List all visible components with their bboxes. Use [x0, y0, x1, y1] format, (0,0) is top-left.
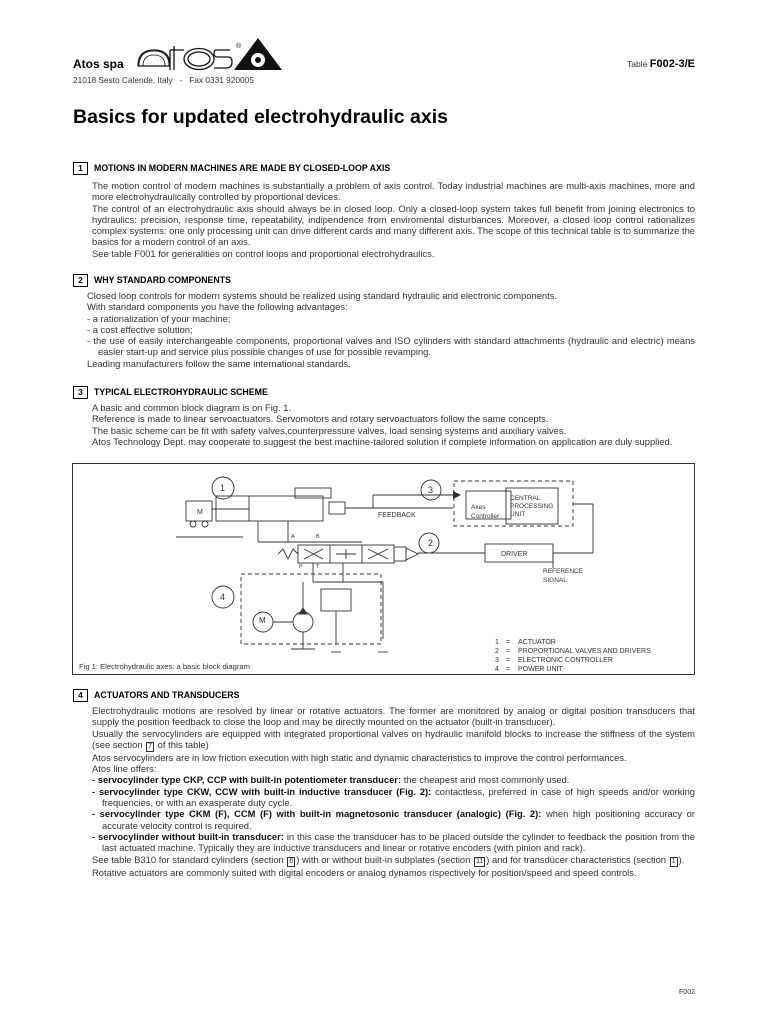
legend-num: 2: [495, 648, 499, 655]
callout-1-label: 1: [220, 483, 226, 493]
feedback-label: FEEDBACK: [378, 512, 416, 519]
transducer-box: [295, 488, 331, 498]
list-item: [92, 831, 695, 854]
callout-2-label: 2: [428, 538, 434, 548]
figure-legend: [495, 639, 651, 673]
paragraph: Electrohydraulic motions are resolved by linear or rotative actuators. The former are monitored by analog or digital position transducers that supply the position feedback to close the loop and may be directly mounted on the actuator (built-in transducer).: [92, 705, 695, 728]
table-prefix: Table: [627, 59, 648, 69]
list-item: [92, 786, 695, 809]
cylinder-body: [216, 496, 323, 521]
company-name: Atos spa: [73, 57, 124, 71]
bullet-bold: - servocylinder type CKM (F), CCM (F) with built-in magnetosonic transducer (analogic) (Fig. 2):: [92, 808, 542, 820]
text-span: ).: [678, 853, 685, 865]
legend-eq: =: [506, 666, 511, 673]
port-a-label: A: [291, 534, 295, 540]
bullet-bold: - servocylinder type CKP, CCP with built-in potentiometer transducer:: [92, 774, 402, 786]
section-ref-box: 11: [475, 857, 484, 865]
section-ref-box: 1: [671, 857, 676, 865]
section-ref-box: 7: [148, 742, 153, 750]
section-number: 3: [73, 386, 88, 399]
text-span: See table B310 for standard cylinders (section: [92, 853, 284, 865]
sensor-box: [329, 502, 345, 514]
bullet-text: when high positioning accuracy or accurate velocity control is required.: [102, 808, 695, 831]
section-1-body: [92, 180, 695, 259]
power-unit-frame: [241, 574, 381, 644]
reference-label-line2: SIGNAL: [543, 577, 567, 584]
bullet-text: contactless, preferred in case of high speeds and/or working frequencies, or with an exasperate duty cycle.: [102, 785, 695, 809]
legend-num: 4: [495, 666, 499, 673]
bullet-text: in this case the transducer has to be placed outside the cylinder to feedback the position from the last actuated machine. Typically they are inductive transducers and linear or rotative encoders (with pinion and rack).: [102, 830, 695, 854]
pump-motor-label: M: [259, 616, 266, 625]
figure-caption: Fig 1: Electrohydraulic axes: a basic block diagram: [79, 662, 250, 671]
company-address: 21018 Sesto Calende, Italy - Fax 0331 920005: [73, 75, 254, 85]
relief-valve: [321, 589, 351, 611]
cpu-label-line1: CENTRAL: [510, 495, 541, 502]
motor-label: M: [197, 509, 203, 516]
port-t-label: T: [316, 564, 320, 570]
paragraph: With standard components you have the following advantages:: [87, 301, 348, 313]
paragraph: The control of an electrohydraulic axis should always be in closed loop. Only a closed-loop system takes full benefit from joining electronics to hydraulics: precision, response time, repeatability, indipendence from enviromental disturbances. Moreover, a closed loop control rationalizes complex systems: one only processing unit can drive different cards and many different axis. The scope of this technical table is to summarize the basics for a modern control of an axis.: [92, 202, 695, 248]
list-item: - the use of easily interchangeable components, proportional valves and ISO cylinders with standard attachments (hydraulic and electric) means easier start-up and service plus possible changes of use for possible revamping.: [87, 335, 695, 358]
wheel-icon: [202, 521, 208, 527]
cpu-label-line3: UNIT: [510, 511, 526, 518]
legend-text: ELECTRONIC CONTROLLER: [518, 657, 613, 664]
wheel-icon: [190, 521, 196, 527]
legend-text: POWER UNIT: [518, 666, 563, 673]
section-number: 1: [73, 162, 88, 175]
paragraph: A basic and common block diagram is on Fig. 1.: [92, 402, 292, 413]
paragraph: Leading manufacturers follow the same international standards.: [87, 357, 351, 369]
legend-num: 1: [495, 639, 499, 646]
paragraph: Reference is made to linear servoactuators. Servomotors and rotary servoactuators follow the same concepts.: [92, 413, 549, 425]
section-ref-box: 6: [289, 857, 294, 865]
port-b-label: B: [316, 534, 320, 540]
paragraph: Closed loop controls for modern systems should be realized using standard hydraulic and electronic components.: [87, 290, 558, 301]
text-span: ) and for transducer characteristics (section: [486, 853, 666, 865]
section-title: TYPICAL ELECTROHYDRAULIC SCHEME: [94, 387, 268, 397]
section-3-body: [92, 402, 695, 447]
section-title: MOTIONS IN MODERN MACHINES ARE MADE BY CLOSED-LOOP AXIS: [94, 163, 391, 173]
table-code: F002-3/E: [649, 58, 695, 70]
section-title: ACTUATORS AND TRANSDUCERS: [94, 690, 240, 700]
text-span: ) with or without built-in subplates (section: [296, 853, 471, 865]
pump-icon: [293, 612, 313, 632]
bullet-bold: - servocylinder type CKW, CCW with built-in inductive transducer (Fig. 2):: [92, 785, 432, 797]
legend-text: PROPORTIONAL VALVES AND DRIVERS: [518, 648, 651, 655]
paragraph: [92, 728, 695, 752]
reference-label-line1: REFERENCE: [543, 568, 584, 575]
block-diagram: [73, 464, 696, 676]
svg-text:®: ®: [236, 43, 242, 50]
paragraph: Rotative actuators are commonly suited with digital encoders or analog dynamos rispectively for position/speed and speed controls.: [92, 866, 637, 878]
solenoid-icon: [406, 548, 418, 560]
bullet-bold: - servocylinder without built-in transducer:: [92, 830, 284, 842]
paragraph: Atos line offers:: [92, 763, 157, 775]
text-span: Usually the servocylinders are equipped with integrated proportional valves on hydraulic manifold blocks to increase the stiffness of the system (see section: [92, 727, 695, 750]
legend-eq: =: [506, 648, 511, 655]
list-item: - a rationalization of your machine;: [87, 312, 231, 324]
spring-icon: [278, 549, 298, 559]
section-title: WHY STANDARD COMPONENTS: [94, 275, 232, 285]
legend-eq: =: [506, 657, 511, 664]
driver-label: DRIVER: [501, 551, 528, 558]
section-number: 2: [73, 274, 88, 287]
section-2-body: [87, 290, 695, 369]
paragraph: [92, 854, 695, 867]
callout-3-label: 3: [428, 485, 434, 495]
list-item: - a cost effective solution;: [87, 323, 193, 335]
list-item: [92, 774, 695, 785]
paragraph: See table F001 for generalities on control loops and proportional electrohydraulics.: [92, 247, 435, 259]
legend-num: 3: [495, 657, 499, 664]
paragraph: The basic scheme can be fit with safety valves,counterpressure valves, load sensing systems and auxiliary valves.: [92, 424, 567, 436]
paragraph: Atos servocylinders are in low friction execution with high static and dynamic characteristics to improve the control performances.: [92, 751, 627, 763]
block-diagram-figure: [72, 463, 695, 675]
table-reference: [627, 58, 695, 70]
controller-label: Controller: [471, 513, 500, 520]
list-item: [92, 808, 695, 831]
legend-eq: =: [506, 639, 511, 646]
text-span: of this table): [157, 738, 209, 750]
section-number: 4: [73, 689, 88, 702]
port-p-label: P: [299, 564, 303, 570]
page-code: F002: [679, 989, 695, 996]
page-title: Basics for updated electrohydraulic axis: [73, 106, 448, 128]
paragraph: Atos Technology Dept. may cooperate to suggest the best machine-tailored solution if complete information on application are duly supplied.: [92, 435, 673, 447]
axes-label: Axes: [471, 504, 486, 511]
callout-4-label: 4: [220, 592, 226, 602]
legend-text: ACTUATOR: [518, 639, 556, 646]
atos-logo: [136, 36, 284, 77]
paragraph: The motion control of modern machines is substantially a problem of axis control. Today industrial machines are multi-axis machines, more and more electrohydraulically controlled by proportional devices.: [92, 180, 695, 203]
bullet-text: the cheapest and most commonly used.: [401, 774, 570, 786]
section-4-body: [92, 705, 695, 878]
cpu-label-line2: PROCESSING: [510, 503, 554, 510]
